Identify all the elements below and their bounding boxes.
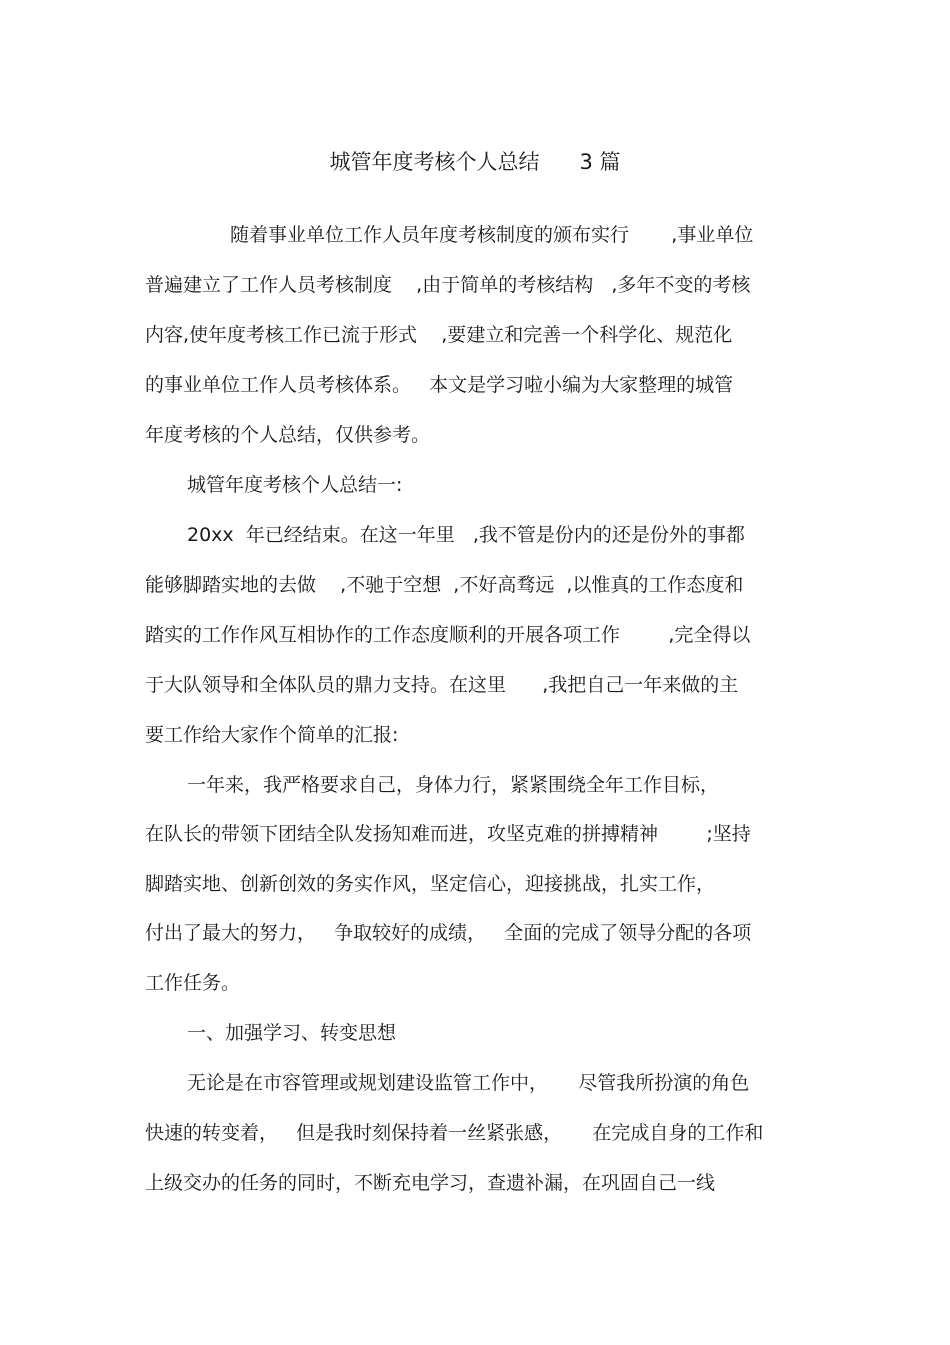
paragraph-line: 踏实的工作作风互相协作的工作态度顺利的开展各项工作 ,完全得以: [145, 624, 751, 646]
paragraph-line: 无论是在市容管理或规划建设监管工作中， 尽管我所扮演的角色: [187, 1072, 750, 1094]
paragraph-line: 于大队领导和全体队员的鼎力支持。在这里 ,我把自己一年来做的主: [145, 674, 739, 696]
paragraph-line: 年度考核的个人总结，仅供参考。: [145, 424, 431, 446]
paragraph-line: 快速的转变着， 但是我时刻保持着一丝紧张感， 在完成自身的工作和: [145, 1122, 764, 1144]
paragraph-line: 20xx 年已经结束。在这一年里 ,我不管是份内的还是份外的事都: [187, 524, 745, 546]
paragraph-line: 脚踏实地、创新创效的务实作风，坚定信心，迎接挑战，扎实工作，: [145, 873, 716, 895]
paragraph-line: 要工作给大家作个简单的汇报:: [145, 724, 399, 746]
paragraph-line: 的事业单位工作人员考核体系。 本文是学习啦小编为大家整理的城管: [145, 374, 734, 396]
paragraph-line: 一年来，我严格要求自己，身体力行，紧紧围绕全年工作目标，: [187, 774, 720, 796]
paragraph-line: 普遍建立了工作人员考核制度 ,由于简单的考核结构 ,多年不变的考核: [145, 274, 751, 296]
section-heading: 城管年度考核个人总结一:: [187, 474, 403, 496]
paragraph-line: 付出了最大的努力， 争取较好的成绩， 全面的完成了领导分配的各项: [145, 922, 752, 944]
document-title: 城管年度考核个人总结 3 篇: [329, 150, 621, 174]
paragraph-line: 上级交办的任务的同时，不断充电学习，查遗补漏，在巩固自己一线: [145, 1172, 716, 1194]
paragraph-line: 工作任务。: [145, 972, 241, 994]
section-heading: 一、加强学习、转变思想: [187, 1022, 397, 1044]
paragraph-line: 在队长的带领下团结全队发扬知难而进，攻坚克难的拼搏精神 ;坚持: [145, 823, 751, 845]
paragraph-line: 内容,使年度考核工作已流于形式 ,要建立和完善一个科学化、规范化: [145, 324, 733, 346]
paragraph-line: 能够脚踏实地的去做 ,不驰于空想 ,不好高骛远 ,以惟真的工作态度和: [145, 574, 744, 596]
paragraph-line: 随着事业单位工作人员年度考核制度的颁布实行 ,事业单位: [230, 224, 754, 246]
